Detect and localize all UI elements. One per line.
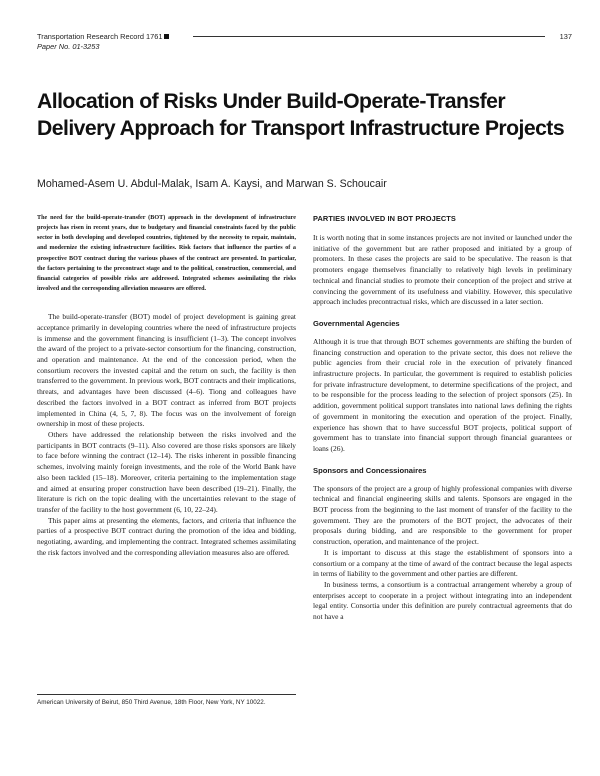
page-number: 137 [559, 32, 572, 41]
affiliation-footnote: American University of Beirut, 850 Third Avenue, 18th Floor, New York, NY 10022. [37, 694, 296, 708]
sponsors-paragraph: The sponsors of the project are a group of highly professional companies with diverse technical and financial engineering skills and talents. Sponsors are engaged in the BOT process from the beginning to the last moment of transfer of the facility to the government. They are the promoters of the BOT project, the advocates of their proposals during bidding, and are responsible to the government for proper construction, operation, and maintenance of the project. [313, 483, 572, 547]
author-list: Mohamed-Asem U. Abdul-Malak, Isam A. Kaysi, and Marwan S. Schoucair [37, 178, 387, 190]
subheading-sponsors: Sponsors and Concessionaires [313, 465, 427, 475]
intro-paragraph: This paper aims at presenting the elements, factors, and criteria that influence the parties of a prospective BOT contract during the promotion of the idea and bidding, negotiating, awarding, and implementing the contract. Integrated schemes assimilating the risk factors involved and the corresponding alleviation measures also are offered. [37, 515, 296, 557]
sponsors-paragraph: In business terms, a consortium is a contractual arrangement whereby a group of enterprises accept to cooperate in a project without integrating into an independent legal entity. Consortia under this definition are purely contractual agreements that do not have a [313, 579, 572, 622]
right-column [313, 213, 572, 623]
parties-paragraph: It is worth noting that in some instances projects are not invited or launched under the initiative of the government but are rather proposed and initiated by a group of promoters. In these cases the projects are said to be speculative. The reason is that promoters engage themselves financially to relatively high levels in preliminary technical and financial studies to promote their conception of the project and strive at convincing the government of its usefulness and viability. However, this speculative approach includes precontractual risks, which are discussed in a later section. [313, 233, 572, 307]
left-column [37, 213, 296, 558]
governmental-agencies-paragraph: Although it is true that through BOT schemes governments are shifting the burden of financing construction and operation to the private sector, this does not relieve the public agencies from their crucial role in the execution of privately financed infrastructure projects. In particular, the government is required to establish policies for private infrastructure development, to determine specifications of the project, and to be responsible for the process leading to the selection of project sponsors (25). In addition, government political support translates into national laws defining the rights of government in monitoring the execution and operation of the project. Finally, experience has shown that to have successful BOT projects, political support of government has to translate into financial support through financial guarantees or loans (26). [313, 336, 572, 453]
article-title: Allocation of Risks Under Build-Operate-Transfer Delivery Approach for Transport Infrastructure Projects [37, 90, 565, 140]
paper-number: Paper No. 01-3253 [37, 41, 100, 51]
abstract: The need for the build-operate-transfer (BOT) approach in the development of infrastructure projects has risen in recent years, due to budgetary and financial constraints faced by the public sector in both developing and developed countries, tightened by the necessity to repair, maintain, and modernize the existing infrastructure facilities. Risk factors that influence the parties of a prospective BOT contract during the various phases of the contract are presented. In particular, the factors pertaining to the precontract stage and to the political, construction, commercial, and financial categories of possible risks are addressed. Integrated schemes assimilating the risks involved and the corresponding alleviation measures are offered. [37, 215, 296, 293]
journal-name: Transportation Research Record 1761 [37, 32, 169, 41]
introduction [37, 312, 296, 558]
header-rule [193, 36, 545, 37]
intro-paragraph: Others have addressed the relationship between the risks involved and the participants in BOT contracts (9–11). Also covered are those risks sponsors are likely to face before winning the contract (12–14). The risks inherent in possible financing schemes, involving mainly foreign investments, and the role of the World Bank have also been tackled (15–18). Moreover, criteria pertaining to the implementation stage and aimed at ensuring proper construction have been described (19–21). Finally, the literature is rich on the topic dealing with the uncertainties relevant to the stage of transfer of the facility to the host government (6, 10, 22–24). [37, 429, 296, 514]
intro-paragraph: The build-operate-transfer (BOT) model of project development is gaining great acceptance primarily in developing countries where the need of infrastructure projects is immense and the government financing is insufficient (1–3). The concept involves the award of the project to a private-sector consortium for the financing, construction, and operation and maintenance. At the end of the concession period, when the consortium recovers the invested capital and the return on such, the facility is then transferred to the government. In previous work, BOT contracts and their implications, threats, and advantages have been discussed (4–6). Tiong and colleagues have described the factors involved in a BOT contract as inferred from BOT projects implemented in China (4, 5, 7, 8). The focus was on the involvement of foreign ownership in most of these projects. [37, 312, 296, 429]
sponsors-paragraph: It is important to discuss at this stage the establishment of sponsors into a consortium or a company at the time of award of the contract because the legal aspects in terms of liability to the government and other parties are different. [313, 547, 572, 579]
header-square-mark [164, 34, 169, 39]
subheading-governmental-agencies: Governmental Agencies [313, 318, 400, 328]
section-heading-parties: PARTIES INVOLVED IN BOT PROJECTS [313, 214, 456, 223]
